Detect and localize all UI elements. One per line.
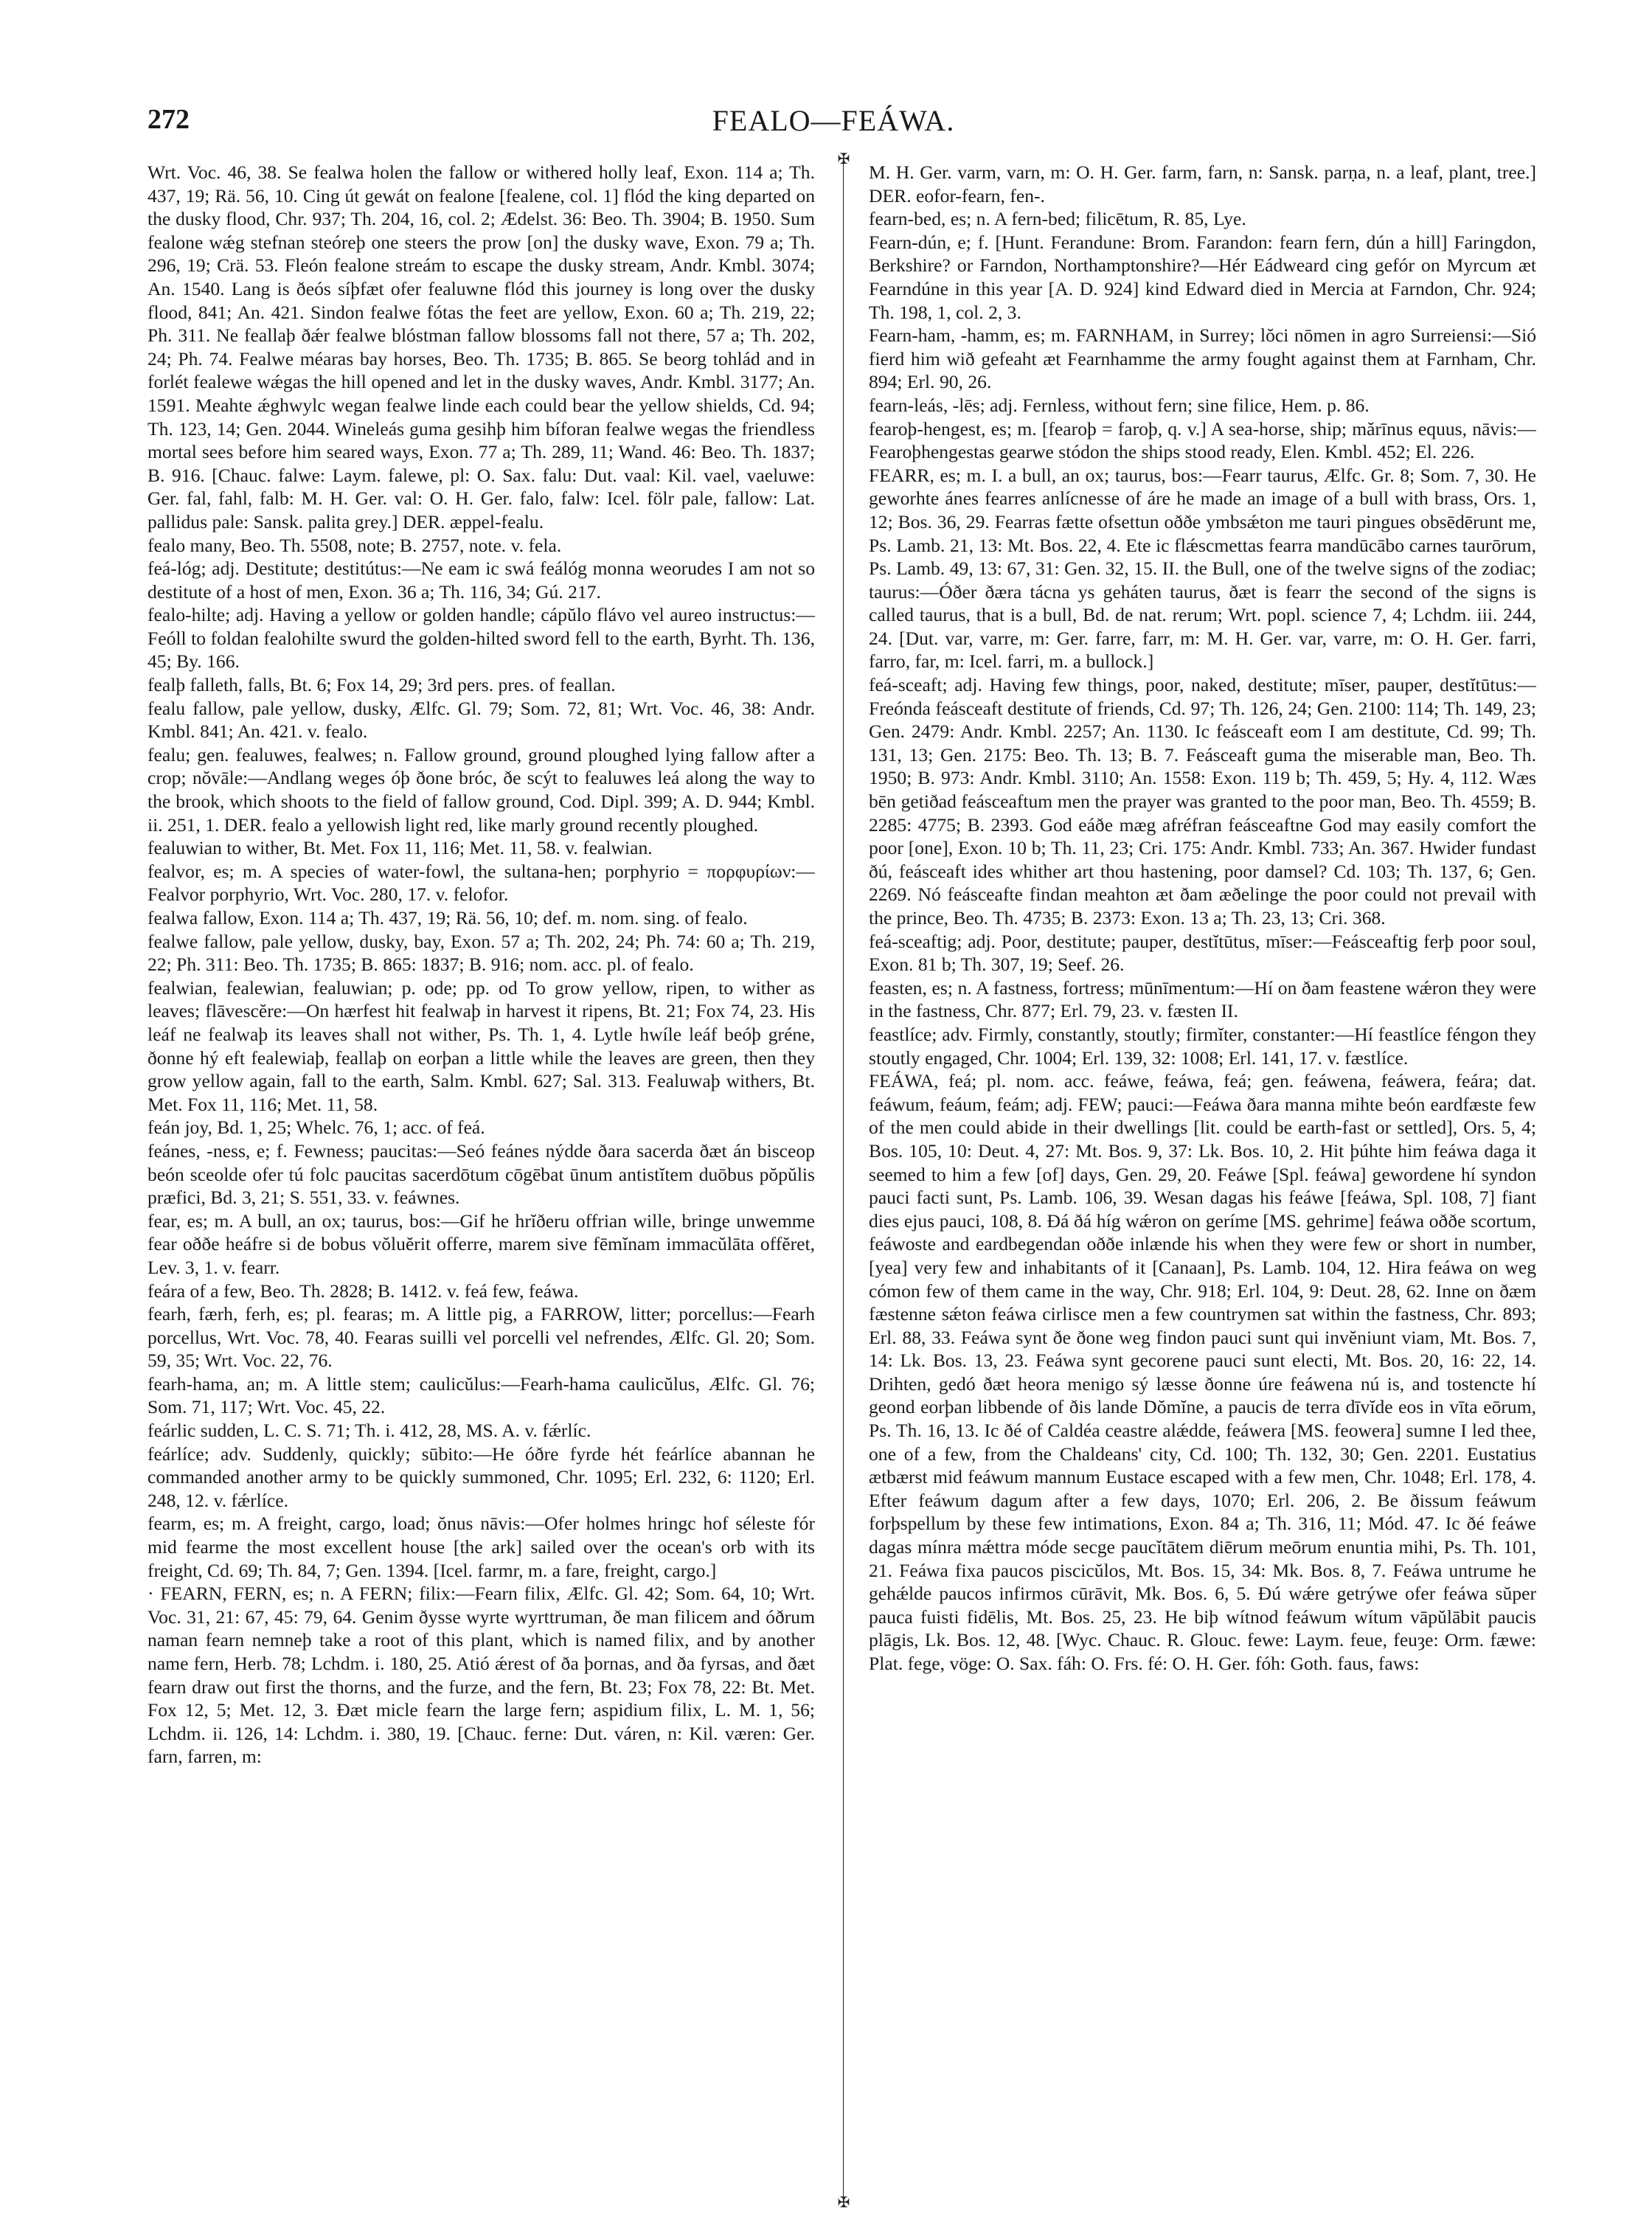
dictionary-entry: Fearn-ham, -hamm, es; m. FARNHAM, in Surrey; lŏci nōmen in agro Surreiensi:—Sió fierd him wið gefeaht æt Fearnhamme the army fought against them at Farnham, Chr. 894; Erl. 90, 26. <box>869 324 1536 393</box>
dictionary-entry: fear, es; m. A bull, an ox; taurus, bos:—Gif he hrĭðeru offrian wille, bringe unwemme fear oððe heáfre si de bobus vŏluĕrit offerre, marem sive fēmĭnam immacŭlāta offĕret, Lev. 3, 1. v. fearr. <box>148 1209 815 1278</box>
dictionary-entry: fealuwian to wither, Bt. Met. Fox 11, 116; Met. 11, 58. v. fealwian. <box>148 837 653 859</box>
dictionary-entry: Fearn-dún, e; f. [Hunt. Ferandune: Brom. Farandon: fearn fern, dún a hill] Faringdon, Berkshire? or Farndon, Northamptonshire?—Hér Eádweard cing gefór on Myrcum æt Fearndúne in this year [A. D. 924] kind Edward died in Mercia at Farndon, Chr. 924; Th. 198, 1, col. 2, 3. <box>869 231 1536 323</box>
dictionary-entry: feárlic sudden, L. C. S. 71; Th. i. 412, 28, MS. A. v. fǽrlíc. <box>148 1420 591 1442</box>
page-number: 272 <box>148 104 190 135</box>
column-divider <box>843 159 844 2201</box>
dictionary-entry: fealvor, es; m. A species of water-fowl, the sultana-hen; porphyrio = πορφυρίων:—Fealvor porphyrio, Wrt. Voc. 280, 17. v. felofor. <box>148 860 815 906</box>
dictionary-entry: fealu fallow, pale yellow, dusky, Ælfc. Gl. 79; Som. 72, 81; Wrt. Voc. 46, 38: Andr. Kmbl. 841; An. 421. v. fealo. <box>148 697 815 743</box>
divider-ornament-top: ✠ <box>837 151 850 167</box>
dictionary-entry: feá-lóg; adj. Destitute; destitútus:—Ne eam ic swá feálóg monna weorudes I am not so destitute of a host of men, Exon. 36 a; Th. 116, 34; Gú. 217. <box>148 558 815 603</box>
right-column <box>869 161 1536 2196</box>
dictionary-entry: fealþ falleth, falls, Bt. 6; Fox 14, 29; 3rd pers. pres. of feallan. <box>148 674 616 696</box>
dictionary-entry: fearh, færh, ferh, es; pl. fearas; m. A little pig, a FARROW, litter; porcellus:—Fearh porcellus, Wrt. Voc. 78, 40. Fearas suilli vel porcelli vel nefrendes, Ælfc. Gl. 20; Som. 59, 35; Wrt. Voc. 22, 76. <box>148 1303 815 1372</box>
dictionary-entry: feárlíce; adv. Suddenly, quickly; sūbito:—He óðre fyrde hét feárlíce abannan he commanded another army to be quickly summoned, Chr. 1095; Erl. 232, 6: 1120; Erl. 248, 12. v. fǽrlíce. <box>148 1443 815 1511</box>
dictionary-entry: feá-sceaft; adj. Having few things, poor, naked, destitute; mīser, pauper, destĭtūtus:—Freónda feásceaft destitute of friends, Cd. 97; Th. 126, 24; Gen. 2100: 114; Th. 149, 23; Gen. 2479: Andr. Kmbl. 2257; An. 1130. Ic feásceaft eom I am destitute, Cd. 99; Th. 131, 13; Gen. 2175: Beo. Th. 13; B. 7. Feásceaft guma the miserable man, Beo. Th. 1950; B. 973: Andr. Kmbl. 3110; An. 1558: Exon. 119 b; Th. 459, 5; Hy. 4, 112. Wæs bēn getiðad feásceaftum men the prayer was granted to the poor man, Beo. Th. 4559; B. 2285: 4775; B. 2393. God eáðe mæg afréfran feásceaftne God may easily comfort the poor [one], Exon. 10 b; Th. 11, 23; Cri. 175: Andr. Kmbl. 733; An. 367. Hwider fundast ðú, feásceaft ides whither art thou hastening, poor damsel? Cd. 103; Th. 137, 6; Gen. 2269. Nó feásceafte findan meahton æt ðam æðelinge the poor could not prevail with the prince, Beo. Th. 4735; B. 2373: Exon. 13 a; Th. 23, 13; Cri. 368. <box>869 674 1536 928</box>
dictionary-entry: fearn-bed, es; n. A fern-bed; filicētum, R. 85, Lye. <box>869 208 1246 230</box>
dictionary-entry: feasten, es; n. A fastness, fortress; mūnīmentum:—Hí on ðam feastene wǽron they were in the fastness, Chr. 877; Erl. 79, 23. v. fæsten II. <box>869 976 1536 1022</box>
dictionary-entry: feastlíce; adv. Firmly, constantly, stoutly; firmĭter, constanter:—Hí feastlíce féngon they stoutly engaged, Chr. 1004; Erl. 139, 32: 1008; Erl. 141, 17. v. fæstlíce. <box>869 1023 1536 1069</box>
dictionary-entry: feára of a few, Beo. Th. 2828; B. 1412. v. feá few, feáwa. <box>148 1280 579 1302</box>
dictionary-entry: feánes, -ness, e; f. Fewness; paucitas:—Seó feánes nýdde ðara sacerda ðæt án bisceop beón sceolde ofer tú folc paucitas sacerdōtum cōgēbat ūnum antistĭtem duōbus pŏpŭlis præfici, Bd. 3, 21; S. 551, 33. v. feáwnes. <box>148 1139 815 1209</box>
dictionary-entry: M. H. Ger. varm, varn, m: O. H. Ger. farm, farn, n: Sansk. parṇa, n. a leaf, plant, tree.] DER. eofor-fearn, fen-. <box>869 162 1536 206</box>
dictionary-entry: fealwian, fealewian, fealuwian; p. ode; pp. od To grow yellow, ripen, to wither as leaves; flāvescĕre:—On hærfest hit fealwaþ in harvest it ripens, Bt. 21; Fox 74, 23. His leáf ne fealwaþ its leaves shall not wither, Ps. Th. 1, 4. Lytle hwíle leáf beóþ gréne, ðonne hý eft fealewiaþ, feallaþ on eorþan a little while the leaves are green, then they grow yellow again, fall to the earth, Salm. Kmbl. 627; Sal. 313. Fealuwaþ withers, Bt. Met. Fox 11, 116; Met. 11, 58. <box>148 976 815 1115</box>
dictionary-entry: FEARR, es; m. I. a bull, an ox; taurus, bos:—Fearr taurus, Ælfc. Gr. 8; Som. 7, 30. He geworhte ánes fearres anlícnesse of áre he made an image of a bull with brass, Ors. 1, 12; Bos. 36, 29. Fearras fætte ofsettun oððe ymbsǽton me tauri pingues obsēdērunt me, Ps. Lamb. 21, 13: Mt. Bos. 22, 4. Ete ic flǽscmettas fearra mandūcābo carnes taurōrum, Ps. Lamb. 49, 13: 67, 31: Gen. 32, 15. II. the Bull, one of the twelve signs of the zodiac; taurus:—Óðer ðæra tácna ys geháten taurus, ðæt is fearr the second of the signs is called taurus, that is a bull, Bd. de nat. rerum; Wrt. popl. science 7, 4; Lchdm. iii. 244, 24. [Dut. var, varre, m: Ger. farre, farr, m: M. H. Ger. var, varre, m: O. H. Ger. farri, farro, far, m: Icel. farri, m. a bullock.] <box>869 464 1536 673</box>
dictionary-entry: fearoþ-hengest, es; m. [fearoþ = faroþ, q. v.] A sea-horse, ship; mărīnus equus, nāvis:—Fearoþhengestas gearwe stódon the ships stood ready, Elen. Kmbl. 452; El. 226. <box>869 417 1536 463</box>
left-column <box>148 161 815 2196</box>
dictionary-entry: Wrt. Voc. 46, 38. Se fealwa holen the fallow or withered holly leaf, Exon. 114 a; Th. 437, 19; Rä. 56, 10. Cing út gewát on fealone [fealene, col. 1] flód the king departed on the dusky flood, Chr. 937; Th. 204, 16, col. 2; Ædelst. 36: Beo. Th. 3904; B. 1950. Sum fealone wǽg stefnan steóreþ one steers the prow [on] the dusky wave, Exon. 79 a; Th. 296, 19; Crä. 53. Fleón fealone streám to escape the dusky stream, Andr. Kmbl. 3074; An. 1540. Lang is ðeós síþfæt ofer fealuwne flód this journey is long over the dusky flood, 841; An. 421. Sindon fealwe fótas the feet are yellow, Exon. 60 a; Th. 219, 22; Ph. 311. Ne feallaþ ðǽr fealwe blóstman fallow blossoms fall not there, 57 a; Th. 202, 24; Ph. 74. Fealwe méaras bay horses, Beo. Th. 1735; B. 865. Se beorg tohlád and in forlét fealewe wǽgas the hill opened and let in the dusky waves, Andr. Kmbl. 3177; An. 1591. Meahte ǽghwylc wegan fealwe linde each could bear the yellow shields, Cd. 94; Th. 123, 14; Gen. 2044. Wineleás guma gesihþ him bíforan fealwe wegas the friendless mortal sees before him seared ways, Exon. 77 a; Th. 289, 11; Wand. 46: Beo. Th. 1837; B. 916. [Chauc. falwe: Laym. falewe, pl: O. Sax. falu: Dut. vaal: Kil. vael, vaeluwe: Ger. fal, fahl, falb: M. H. Ger. val: O. H. Ger. falo, falw: Icel. fölr pale, fallow: Lat. pallidus pale: Sansk. palita grey.] DER. æppel-fealu. <box>148 162 815 532</box>
dictionary-entry: feán joy, Bd. 1, 25; Whelc. 76, 1; acc. of feá. <box>148 1117 485 1139</box>
dictionary-entry: feá-sceaftig; adj. Poor, destitute; pauper, destĭtūtus, mīser:—Feásceaftig ferþ poor soul, Exon. 81 b; Th. 307, 19; Seef. 26. <box>869 930 1536 976</box>
dictionary-entry: fealwa fallow, Exon. 114 a; Th. 437, 19; Rä. 56, 10; def. m. nom. sing. of fealo. <box>148 907 748 928</box>
dictionary-entry: fealu; gen. fealuwes, fealwes; n. Fallow ground, ground ploughed lying fallow after a crop; nŏvāle:—Andlang weges óþ ðone bróc, ðe scýt to fealuwes leá along the way to the brook, which shoots to the field of fallow ground, Cod. Dipl. 399; A. D. 944; Kmbl. ii. 251, 1. DER. fealo a yellowish light red, like marly ground recently ploughed. <box>148 743 815 836</box>
running-title: FEALO—FEÁWA. <box>712 104 955 137</box>
dictionary-entry: fealwe fallow, pale yellow, dusky, bay, Exon. 57 a; Th. 202, 24; Ph. 74: 60 a; Th. 219, 22; Ph. 311: Beo. Th. 1735; B. 865: 1837; B. 916; nom. acc. pl. of fealo. <box>148 930 815 976</box>
dictionary-entry: fearh-hama, an; m. A little stem; caulicŭlus:—Fearh-hama caulicŭlus, Ælfc. Gl. 76; Som. 71, 117; Wrt. Voc. 45, 22. <box>148 1372 815 1418</box>
dictionary-entry: FEÁWA, feá; pl. nom. acc. feáwe, feáwa, feá; gen. feáwena, feáwera, feára; dat. feáwum, feáum, feám; adj. FEW; pauci:—Feáwa ðara manna mihte beón eardfæste few of the men could abide in their dwellings [lit. could be earth-fast or settled], Ors. 5, 4; Bos. 105, 10: Deut. 4, 27: Mt. Bos. 9, 37: Lk. Bos. 10, 2. Hit þúhte him feáwa daga it seemed to him a few [of] days, Gen. 29, 20. Feáwe [Spl. feáwa] gewordene hí syndon pauci facti sunt, Ps. Lamb. 106, 39. Wesan dagas his feáwe [feáwa, Spl. 108, 7] fiant dies ejus pauci, 108, 8. Ðá ðá híg wǽron on geríme [MS. gehrime] feáwa oððe scortum, feáwoste and eardbegendan oððe inlænde his when they were few or short in number, [yea] very few and inhabitants of it [Canaan], Ps. Lamb. 104, 12. Hira feáwa on weg cómon few of them came in the way, Chr. 918; Erl. 104, 9: Deut. 28, 62. Inne on ðæm fæstenne sǽton feáwa cirlisce men a few countrymen sat within the fastness, Chr. 893; Erl. 88, 33. Feáwa synt ðe ðone weg findon pauci sunt qui invĕniunt viam, Mt. Bos. 7, 14: Lk. Bos. 13, 23. Feáwa synt gecorene pauci sunt electi, Mt. Bos. 20, 16: 22, 14. Drihten, gedó ðæt heora menigo sý læsse ðonne úre feáwena nú is, and tostencte hí geond eorþan libbende of ðis lande Dŏmĭne, a paucis de terra dīvĭde eos in vīta eōrum, Ps. Th. 16, 13. Ic ðé of Caldéa ceastre alǽdde, feáwera [MS. feowera] sumne I led thee, one of a few, from the Chaldeans' city, Cd. 100; Th. 132, 30; Gen. 2201. Eustatius ætbærst mid feáwum mannum Eustace escaped with a few men, Chr. 1048; Erl. 178, 4. Efter feáwum dagum after a few days, 1070; Erl. 206, 2. Be ðissum feáwum forþspellum by these few intimations, Exon. 84 a; Th. 316, 11; Mód. 47. Ic ðé feáwe dagas mínra mǽttra móde secge paucĭtātem diērum meōrum enuntia mihi, Ps. Th. 101, 21. Feáwa fixa paucos piscicŭlos, Mt. Bos. 15, 34: Mk. Bos. 8, 7. Feáwa untrume he gehǽlde paucos infirmos cūrāvit, Mk. Bos. 6, 5. Ðú wǽre getrýwe ofer feáwa sŭper pauca fuisti fidēlis, Mt. Bos. 25, 23. He biþ wítnod feáwum wítum vāpŭlābit paucis plāgis, Lk. Bos. 12, 48. [Wyc. Chauc. R. Glouc. fewe: Laym. feue, feuȝe: Orm. fæwe: Plat. fege, vöge: O. Sax. fáh: O. Frs. fé: O. H. Ger. fóh: Goth. faus, faws: <box>869 1070 1536 1674</box>
dictionary-entry: fearn-leás, -lēs; adj. Fernless, without fern; sine filice, Hem. p. 86. <box>869 394 1370 416</box>
divider-ornament-bottom: ✠ <box>837 2195 850 2211</box>
dictionary-entry: · FEARN, FERN, es; n. A FERN; filix:—Fearn filix, Ælfc. Gl. 42; Som. 64, 10; Wrt. Voc. 31, 21: 67, 45: 79, 64. Genim ðysse wyrte wyrttruman, ðe man filicem and óðrum naman fearn nemneþ take a root of this plant, which is named filix, and by another name fern, Herb. 78; Lchdm. i. 180, 25. Atió ǽrest of ða þornas, and ða fyrsas, and ðæt fearn draw out first the thorns, and the furze, and the fern, Bt. 23; Fox 78, 22: Bt. Met. Fox 12, 5; Met. 12, 3. Ðæt micle fearn the large fern; aspidium filix, L. M. 1, 56; Lchdm. ii. 126, 14: Lchdm. i. 380, 19. [Chauc. ferne: Dut. váren, n: Kil. væren: Ger. farn, farren, m: <box>148 1583 815 1768</box>
page-header <box>148 103 1519 147</box>
dictionary-entry: fearm, es; m. A freight, cargo, load; ŏnus nāvis:—Ofer holmes hringc hof séleste fór mid fearme the most excellent house [the ark] sailed over the ocean's orb with its freight, Cd. 69; Th. 84, 7; Gen. 1394. [Icel. farmr, m. a fare, freight, cargo.] <box>148 1513 815 1581</box>
dictionary-entry: fealo-hilte; adj. Having a yellow or golden handle; cápŭlo flávo vel aureo instructus:—Feóll to foldan fealohilte swurd the golden-hilted sword fell to the earth, Byrht. Th. 136, 45; By. 166. <box>148 604 815 673</box>
dictionary-entry: fealo many, Beo. Th. 5508, note; B. 2757, note. v. fela. <box>148 534 562 556</box>
